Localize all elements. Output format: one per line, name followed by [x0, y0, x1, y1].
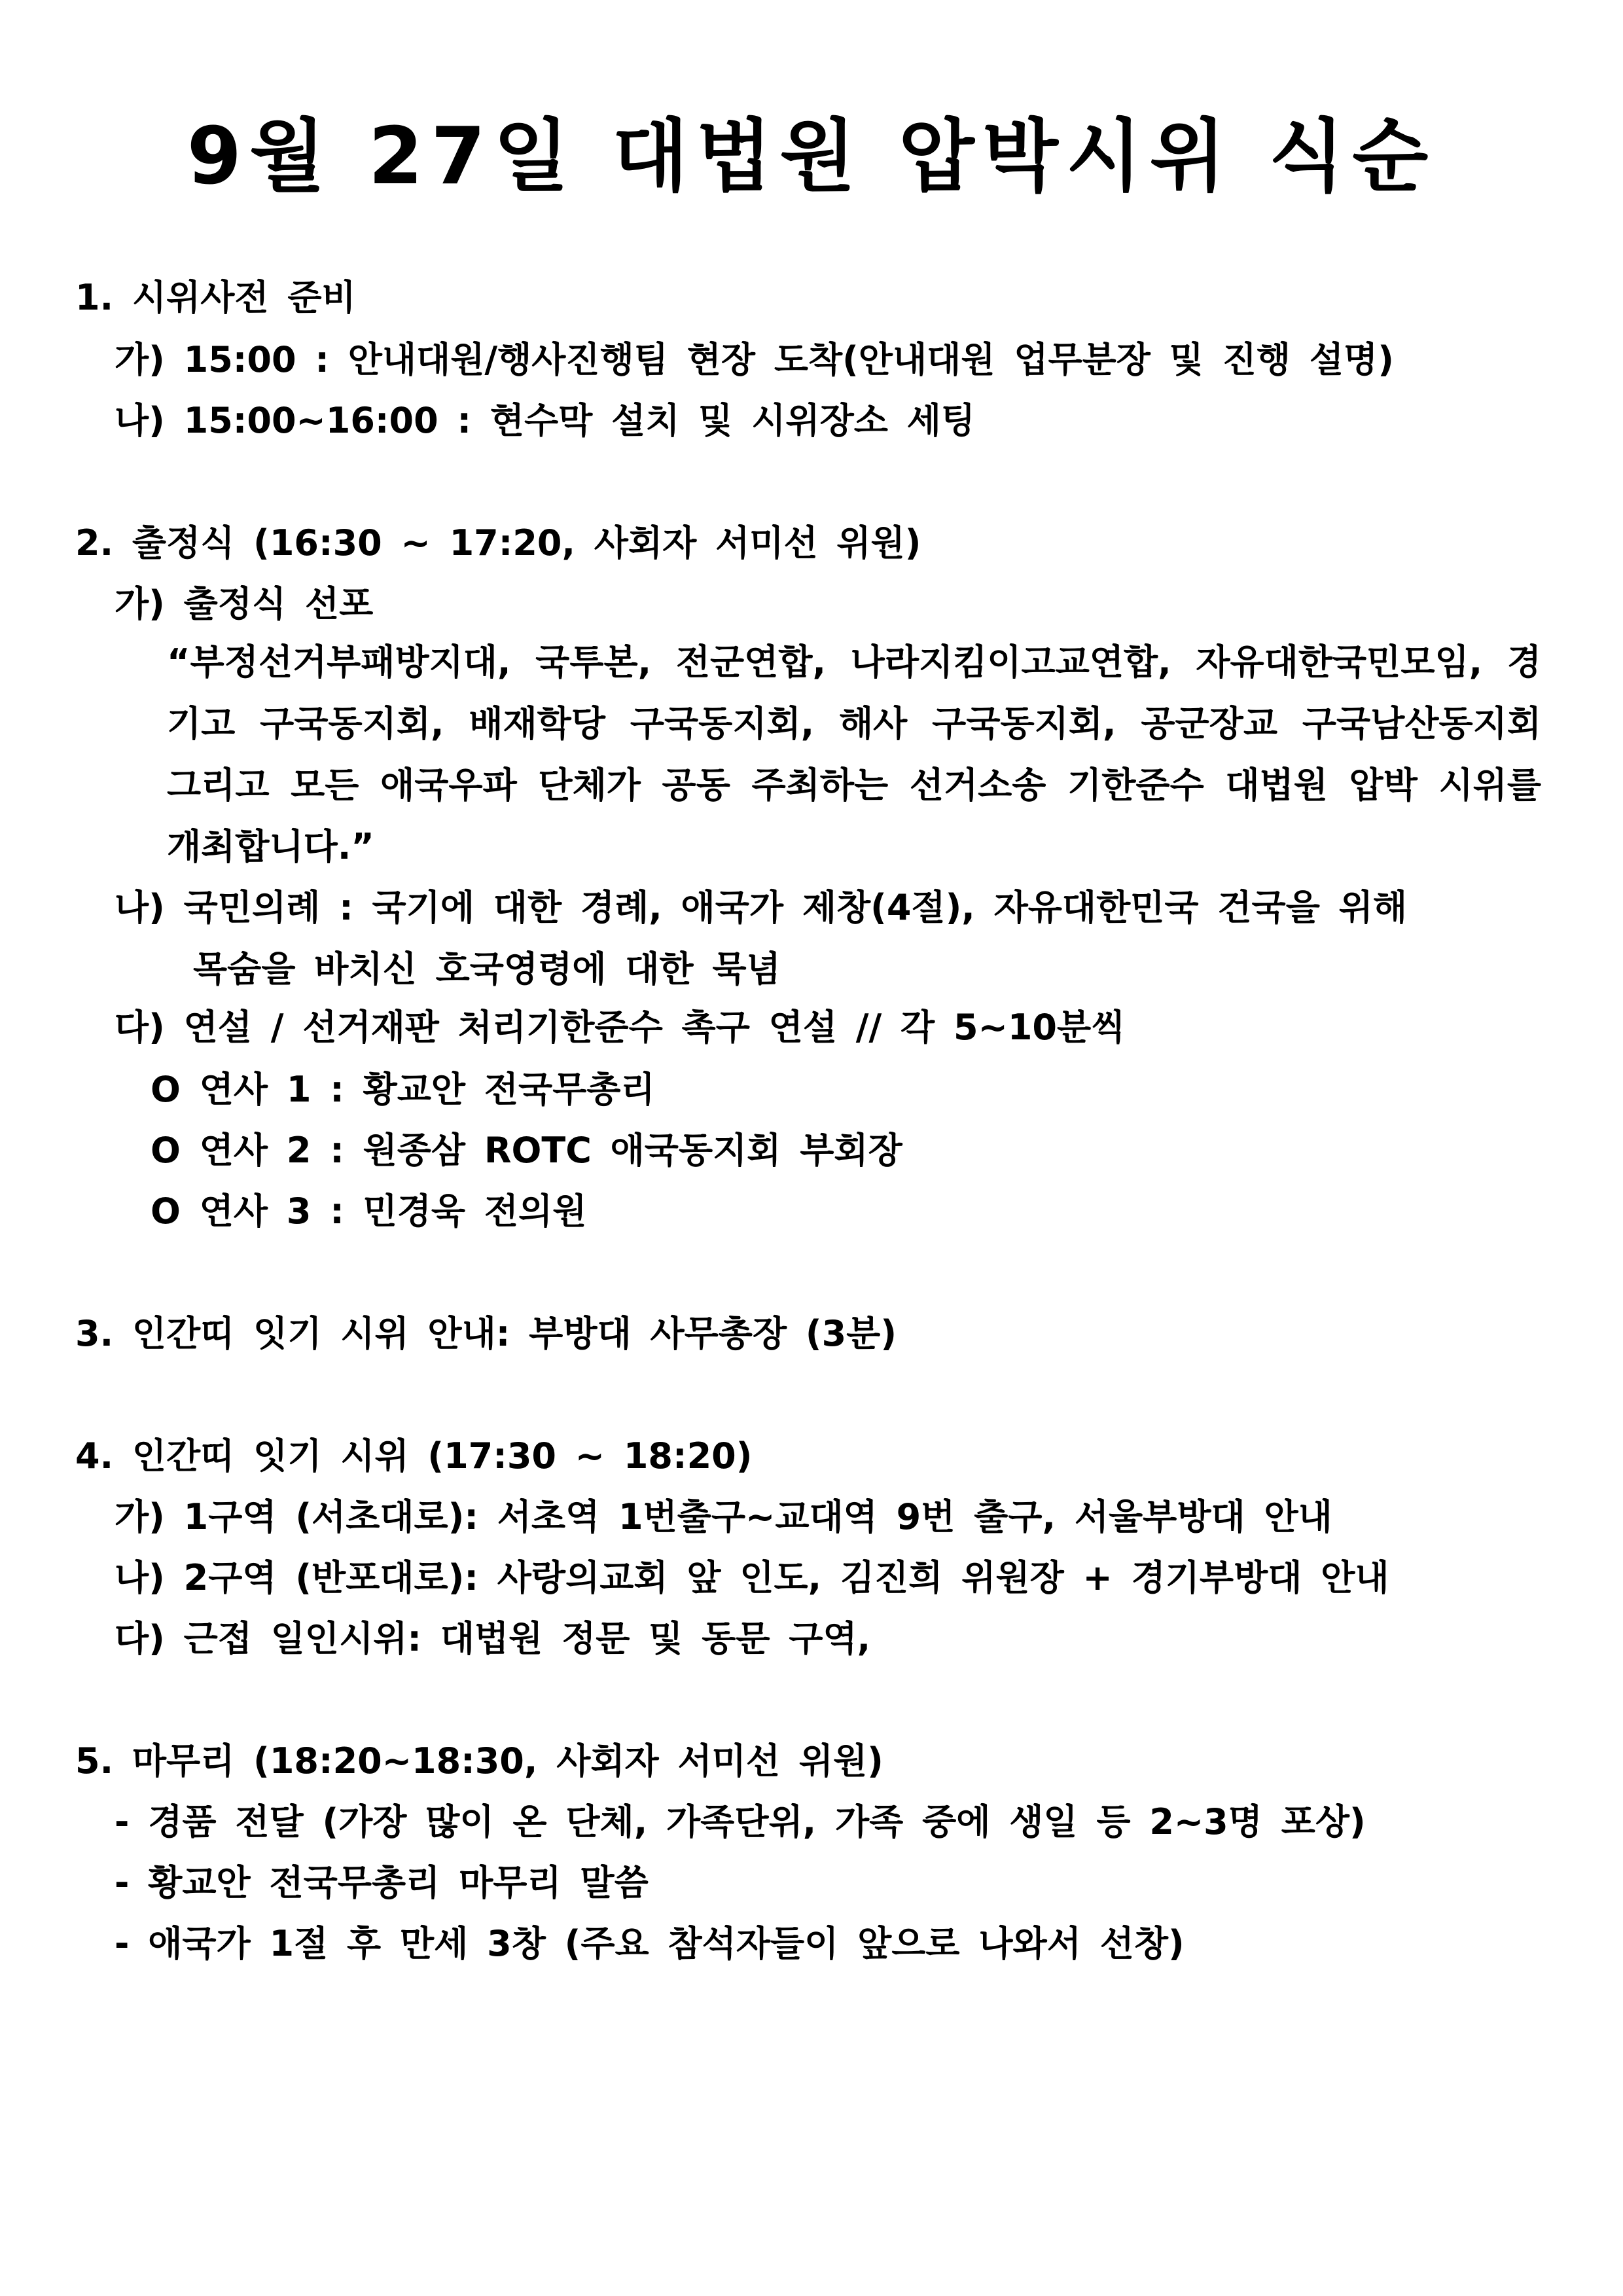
section-2-heading: 2. 출정식 (16:30 ~ 17:20, 사회자 서미선 위원) [75, 522, 921, 564]
section-4-item-na: 나) 2구역 (반포대로): 사랑의교회 앞 인도, 김진희 위원장 + 경기부방대 안내 [115, 1557, 1389, 1598]
section-4-item-da: 다) 근접 일인시위: 대법원 정문 및 동문 구역, [115, 1618, 871, 1659]
section-3-heading: 3. 인간띠 잇기 시위 안내: 부방대 사무총장 (3분) [75, 1313, 897, 1354]
section-5-item-2: - 황교안 전국무총리 마무리 말씀 [115, 1862, 649, 1903]
section-2-item-na [115, 877, 1541, 1000]
speaker-1: O 연사 1 : 황교안 전국무총리 [151, 1069, 655, 1110]
section-2-item-na-line1: 나) 국민의례 : 국기에 대한 경례, 애국가 제창(4절), 자유대한민국 건국을 위해 [115, 887, 1407, 928]
section-1-heading: 1. 시위사전 준비 [75, 277, 356, 318]
section-4-item-ga: 가) 1구역 (서초대로): 서초역 1번출구~교대역 9번 출구, 서울부방대 안내 [115, 1496, 1332, 1537]
section-5-item-1: - 경품 전달 (가장 많이 온 단체, 가족단위, 가족 중에 생일 등 2~3명 포상) [115, 1801, 1366, 1842]
speaker-2: O 연사 2 : 원종삼 ROTC 애국동지회 부회장 [151, 1130, 902, 1171]
section-5-item-3: - 애국가 1절 후 만세 3창 (주요 참석자들이 앞으로 나와서 선창) [115, 1923, 1185, 1964]
speaker-3: O 연사 3 : 민경욱 전의원 [151, 1191, 587, 1232]
section-1-item-ga: 가) 15:00 : 안내대원/행사진행팀 현장 도착(안내대원 업무분장 및 진행 설명) [115, 339, 1394, 380]
section-2-item-na-line2: 목숨을 바치신 호국영령에 대한 묵념 [193, 948, 781, 990]
declaration-quote: “부정선거부패방지대, 국투본, 전군연합, 나라지킴이고교연합, 자유대한국민모임, 경기고 구국동지회, 배재학당 구국동지회, 해사 구국동지회, 공군장교 구국남산동지회 그리고 모든 애국우파 단체가 공동 주최하는 선거소송 기한준수 대법원 압박 시위를 개최합니다.” [167, 641, 1541, 867]
page-title: 9월 27일 대법원 압박시위 식순 [187, 111, 1436, 202]
section-1-item-na: 나) 15:00~16:00 : 현수막 설치 및 시위장소 세팅 [115, 400, 976, 441]
section-4-heading: 4. 인간띠 잇기 시위 (17:30 ~ 18:20) [75, 1435, 753, 1477]
section-2-item-da: 다) 연설 / 선거재판 처리기한준수 촉구 연설 // 각 5~10분씩 [115, 1007, 1126, 1048]
section-5-heading: 5. 마무리 (18:20~18:30, 사회자 서미선 위원) [75, 1740, 883, 1782]
section-2-item-ga: 가) 출정식 선포 [115, 583, 374, 624]
